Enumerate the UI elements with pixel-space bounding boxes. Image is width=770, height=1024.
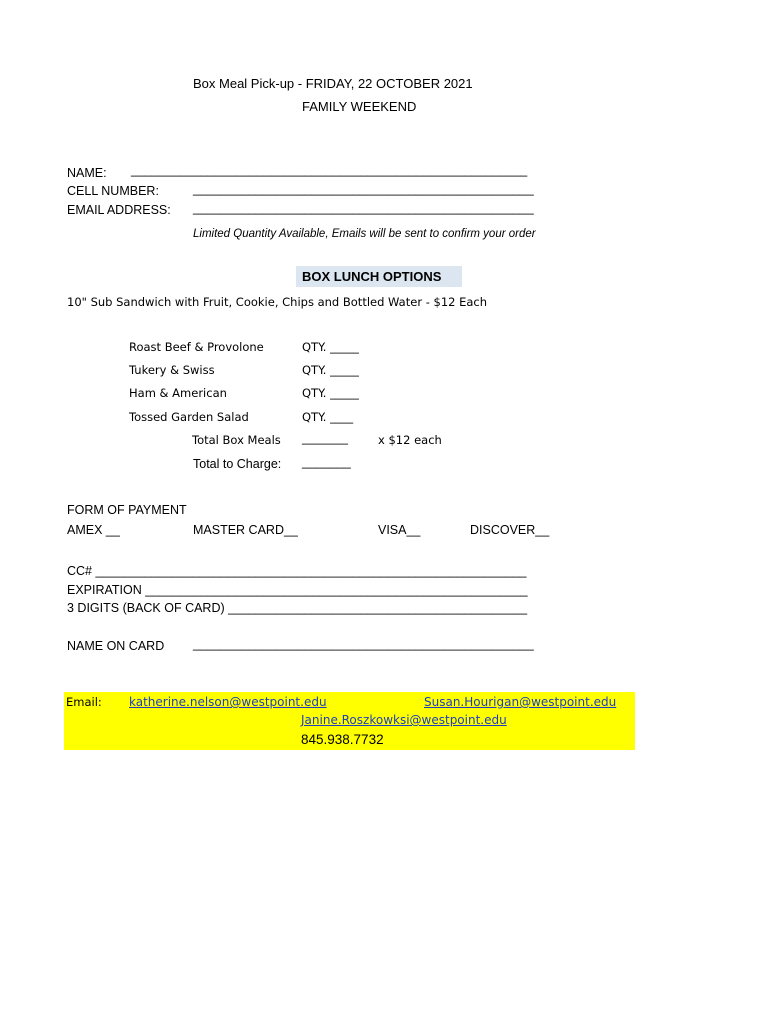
page-title: Box Meal Pick-up - FRIDAY, 22 OCTOBER 2021 [193,76,473,91]
name-on-card-label: NAME ON CARD [67,639,165,653]
email-address-field[interactable]: _________________________________________________ [193,201,534,215]
total-to-charge-label: Total to Charge: [193,457,282,471]
security-code-field[interactable]: 3 DIGITS (BACK OF CARD) ___________________________________________ [67,601,528,615]
qty-field-turkey-swiss[interactable]: QTY. _____ [302,363,359,377]
cc-number-field[interactable]: CC# ______________________________________________________________ [67,564,527,578]
cell-number-field[interactable]: _________________________________________________ [193,182,534,196]
email-link-susan[interactable]: Susan.Hourigan@westpoint.edu [424,695,617,709]
email-link-janine[interactable]: Janine.Roszkowksi@westpoint.edu [301,713,507,727]
name-on-card-field[interactable]: _________________________________________________ [193,637,534,651]
email-link-katherine[interactable]: katherine.nelson@westpoint.edu [129,695,327,709]
visa-option[interactable]: VISA__ [378,523,421,537]
availability-note: Limited Quantity Available, Emails will be sent to confirm your order [193,228,536,240]
qty-field-roast-beef[interactable]: QTY. _____ [302,340,359,354]
email-address-label: EMAIL ADDRESS: [67,203,171,217]
item-name-ham-american: Ham & American [129,386,227,400]
total-to-charge-field[interactable]: _______ [302,455,351,469]
qty-field-garden-salad[interactable]: QTY. ____ [302,410,354,424]
item-name-roast-beef: Roast Beef & Provolone [129,340,264,354]
expiration-field[interactable]: EXPIRATION _______________________________________________________ [67,583,528,597]
mastercard-option[interactable]: MASTER CARD__ [193,523,298,537]
contact-info-block [64,692,635,750]
box-lunch-options-title: BOX LUNCH OPTIONS [296,266,462,287]
cell-number-label: CELL NUMBER: [67,184,159,198]
item-name-turkey-swiss: Tukery & Swiss [129,363,215,377]
name-field[interactable]: _________________________________________________________ [131,163,528,177]
form-of-payment-title: FORM OF PAYMENT [67,503,187,517]
page-subtitle: FAMILY WEEKEND [302,99,417,114]
contact-phone: 845.938.7732 [301,732,384,747]
options-description: 10" Sub Sandwich with Fruit, Cookie, Chips and Bottled Water - $12 Each [67,295,488,309]
qty-field-ham-american[interactable]: QTY. _____ [302,386,359,400]
contact-email-label: Email: [66,695,102,709]
total-box-meals-label: Total Box Meals [192,433,281,447]
amex-option[interactable]: AMEX __ [67,523,120,537]
total-box-meals-field[interactable]: ________ [302,431,348,445]
item-name-garden-salad: Tossed Garden Salad [129,410,249,424]
price-each: x $12 each [378,433,442,447]
discover-option[interactable]: DISCOVER__ [470,523,550,537]
name-label: NAME: [67,166,107,180]
